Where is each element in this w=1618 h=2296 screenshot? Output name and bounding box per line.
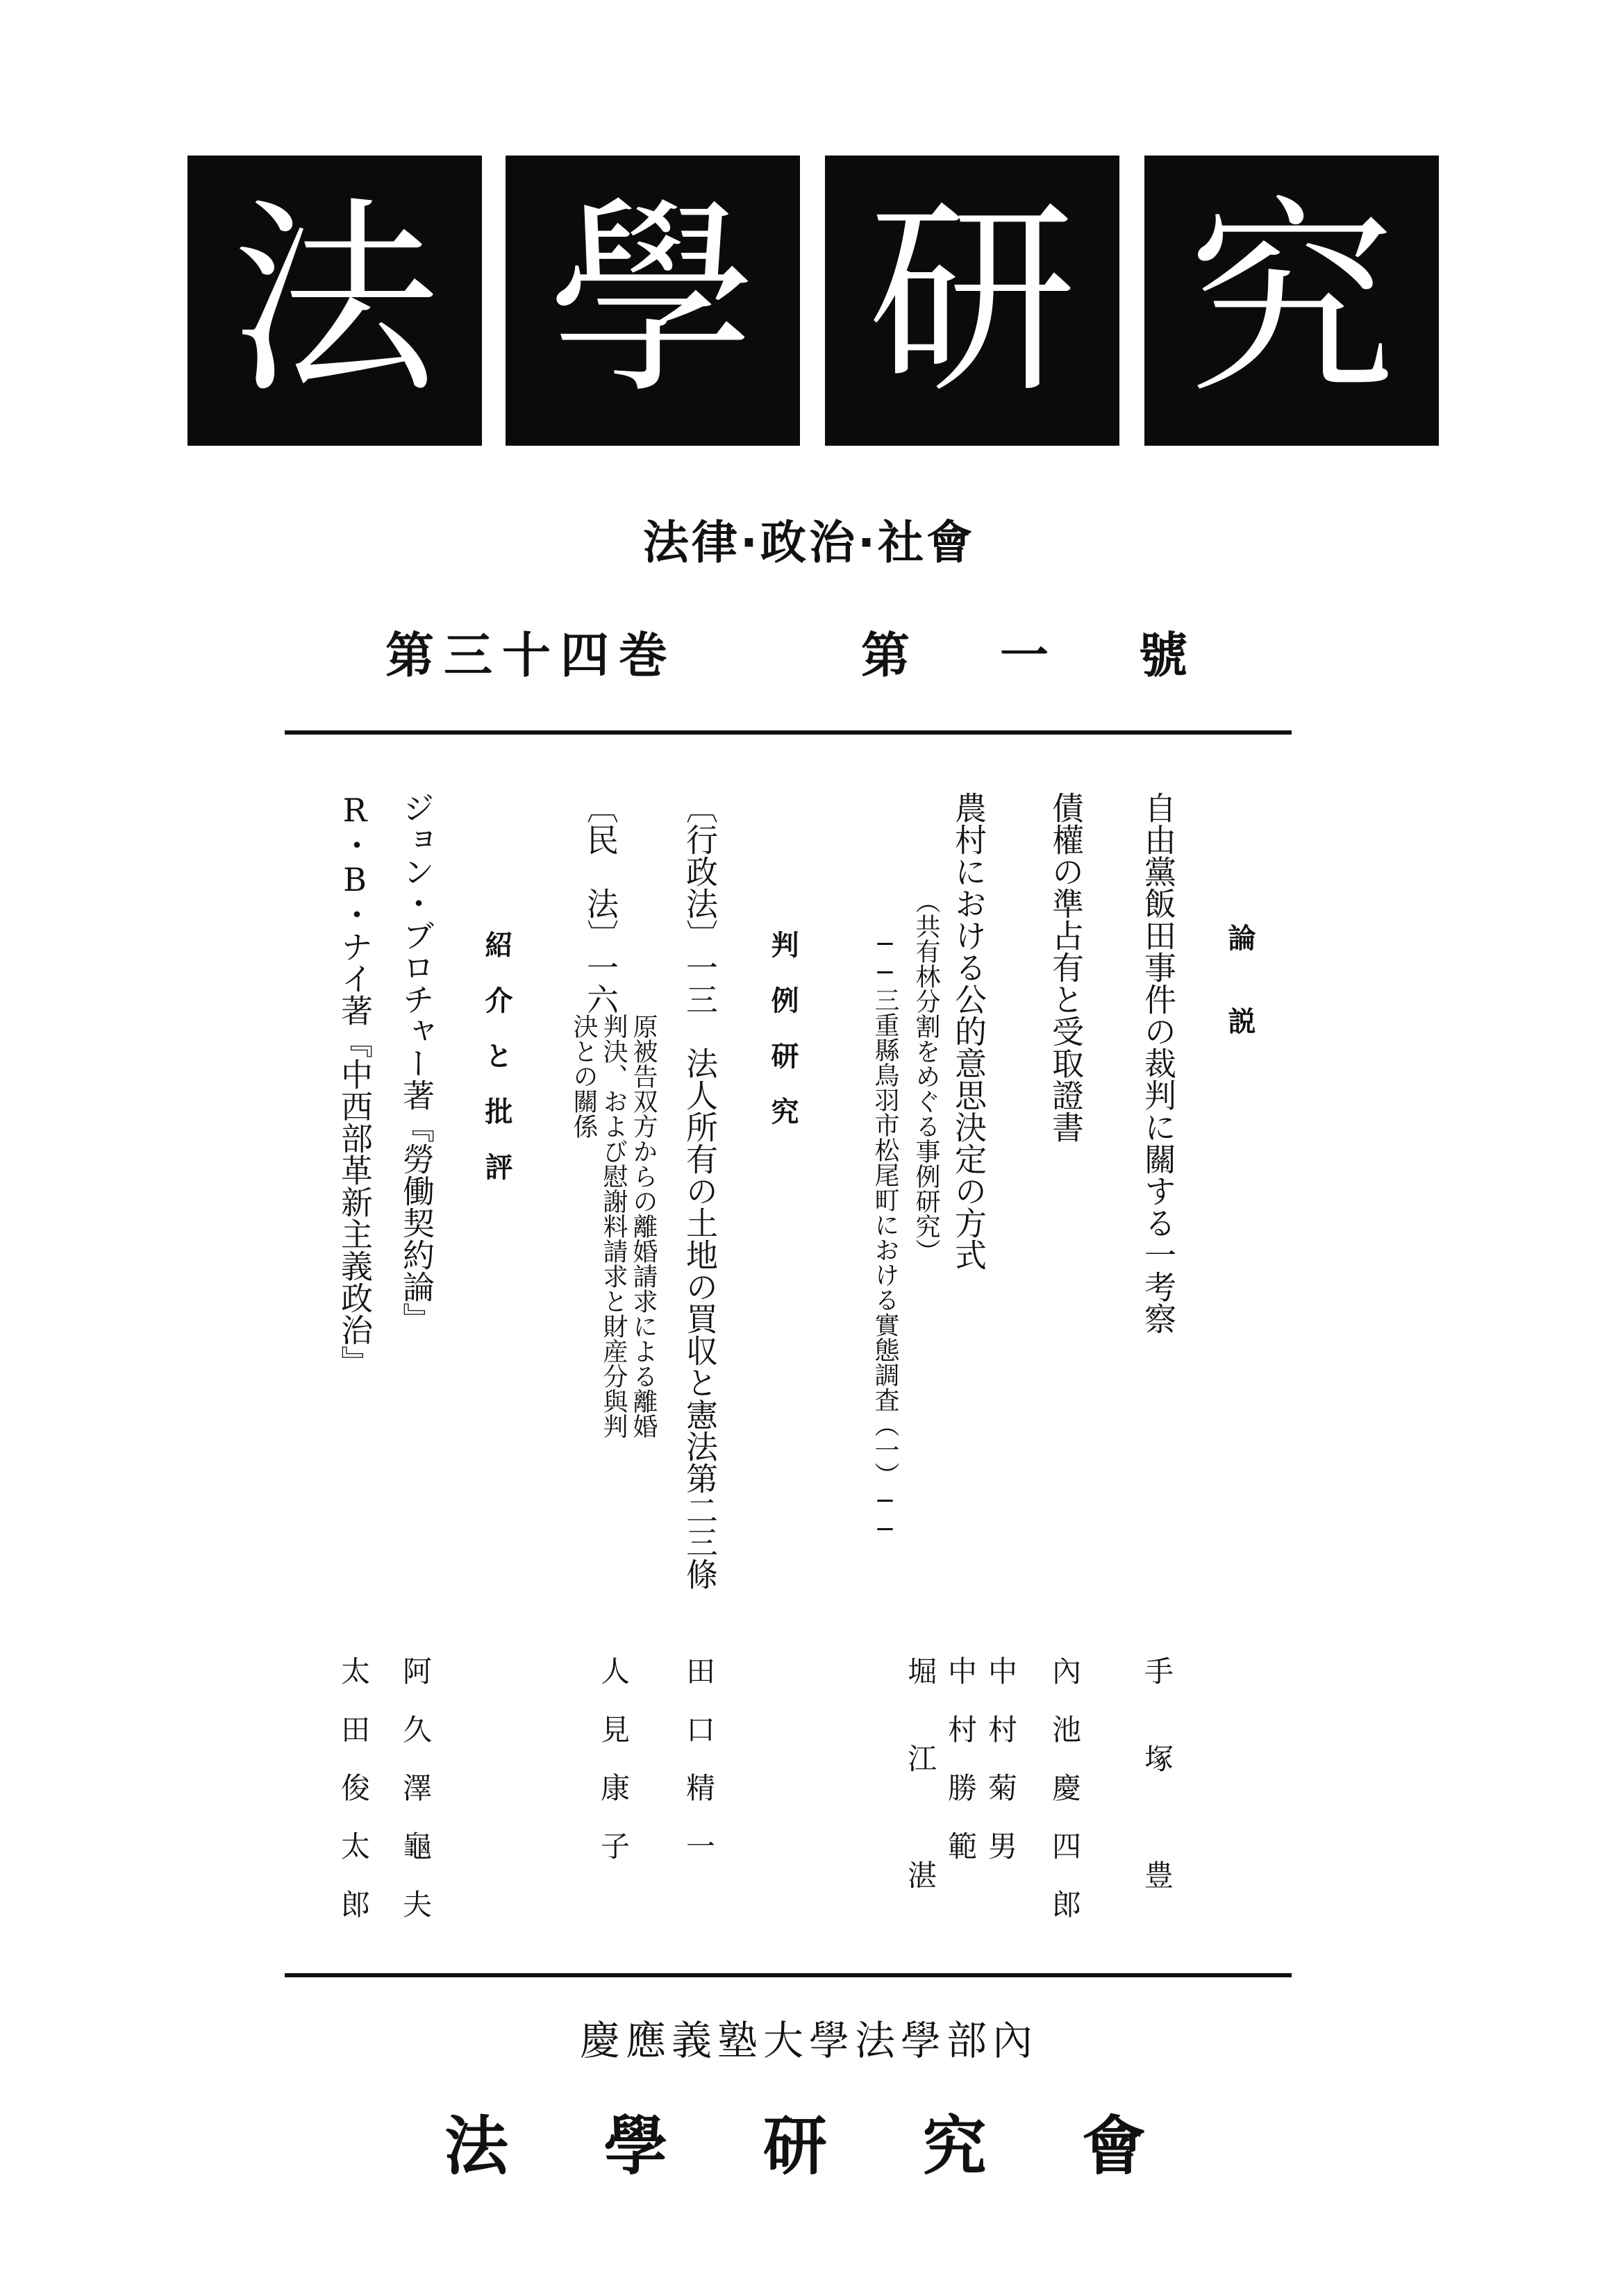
section-hanrei: 判 例 研 究	[767, 930, 799, 1125]
society-char-5: 會	[1081, 2109, 1146, 2184]
article-3-subtitle: （共有林分割をめぐる事例研究）	[912, 889, 940, 1264]
section-shokai: 紹 介 と 批 評	[481, 930, 512, 1180]
review-1-title[interactable]: ジョン・ブロチャー著『勞働契約論』	[398, 791, 435, 1334]
masthead	[187, 156, 1437, 446]
article-1-title[interactable]: 自由黨飯田事件の裁判に關する一考察	[1140, 791, 1177, 1334]
case-2-title[interactable]: 〔民 法〕一六	[582, 791, 619, 1015]
journal-subtitle: 法律·政治·社會	[642, 516, 976, 569]
society-char-3: 研	[762, 2109, 827, 2184]
article-3-author-b: 中 村 勝 範	[944, 1656, 978, 1860]
case-1-author: 田 口 精 一	[682, 1656, 716, 1860]
bottom-divider	[285, 1973, 1292, 1977]
society-char-1: 法	[444, 2109, 509, 2184]
publisher: 慶應義塾大學法學部內	[579, 2017, 1038, 2064]
case-2-desc-b: 判決、および慰謝料請求と財産分與判	[599, 1014, 628, 1439]
masthead-char-4: 究	[1144, 156, 1439, 446]
article-1-author: 手 塚 豊	[1140, 1656, 1174, 1889]
article-2-author: 內 池 慶 四 郎	[1048, 1656, 1082, 1918]
review-2-title[interactable]: R・B・ナイ著『中西部革新主義政治』	[336, 791, 374, 1377]
article-3-survey: ──三重縣鳥羽市松尾町における實態調査（一）──	[871, 930, 899, 1544]
case-1-title[interactable]: 〔行政法〕一三 法人所有の土地の買収と憲法第二三條	[681, 791, 719, 1590]
society-char-2: 學	[603, 2109, 668, 2184]
article-3-author-a: 中 村 菊 男	[984, 1656, 1018, 1860]
issue-char-3: 號	[1139, 627, 1187, 684]
review-1-author: 阿 久 澤 龜 夫	[399, 1656, 433, 1918]
issue-char-1: 第	[861, 627, 910, 684]
article-3-author-c: 堀 江 湛	[903, 1656, 937, 1889]
review-2-author: 太 田 俊 太 郎	[337, 1656, 371, 1918]
society-name	[444, 2095, 1146, 2187]
society-char-4: 究	[922, 2109, 987, 2184]
case-2-desc-c: 決との關係	[569, 1014, 598, 1139]
issue-label	[861, 617, 1187, 687]
volume-label: 第三十四巻	[385, 627, 677, 684]
section-ronsetsu: 論 説	[1224, 923, 1256, 1034]
case-2-desc-a: 原被告双方からの離婚請求による離婚	[629, 1014, 658, 1439]
issue-char-2: 一	[1000, 627, 1049, 684]
article-3-title[interactable]: 農村における公的意思決定の方式	[950, 791, 987, 1271]
masthead-char-1: 法	[187, 156, 482, 446]
case-2-author: 人 見 康 子	[597, 1656, 631, 1860]
masthead-char-2: 學	[506, 156, 800, 446]
top-divider	[285, 730, 1292, 735]
masthead-char-3: 研	[825, 156, 1119, 446]
article-2-title[interactable]: 債權の準占有と受取證書	[1047, 791, 1085, 1143]
